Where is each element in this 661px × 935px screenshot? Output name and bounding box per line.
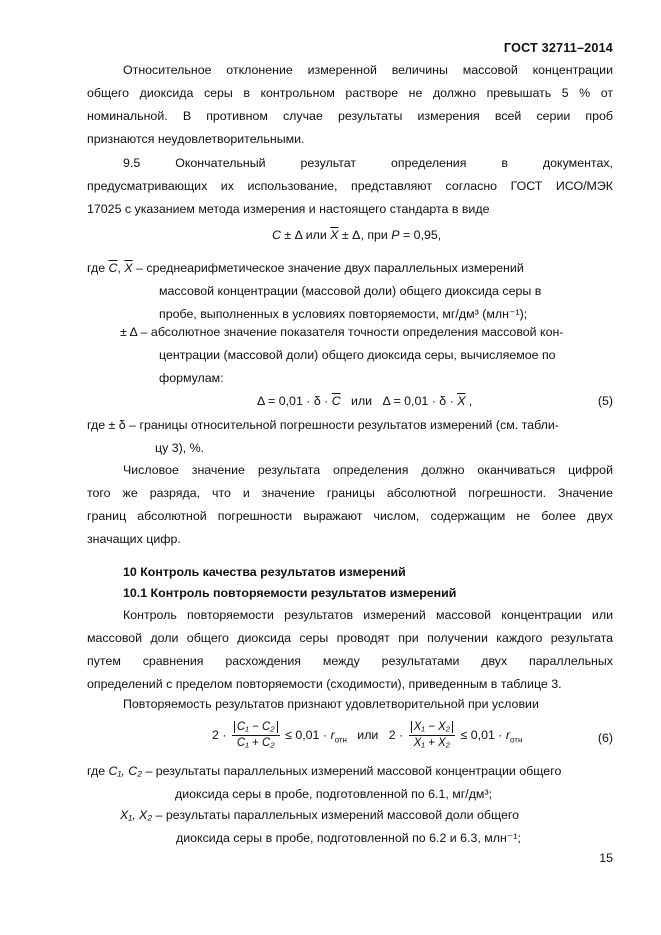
text-line: границ абсолютной погрешности выражают числом, содержащим не более двух <box>87 509 613 523</box>
var-c-mean: $\overline{C}$ <box>108 261 118 275</box>
r-subscript: отн <box>334 735 347 745</box>
formula-6 <box>212 715 522 760</box>
formula-end: , <box>465 394 473 408</box>
formula-result-form <box>272 224 441 247</box>
text-line: того же разряда, что и значение границы абсолютной погрешности. Значение <box>87 486 613 500</box>
definition-relative-error <box>87 414 613 460</box>
paragraph-repeatability-control <box>87 604 613 696</box>
definition-c1-c2 <box>87 760 613 806</box>
text-line: диоксида серы в пробе, подготовленной по 6.1, мг/дм³; <box>175 787 493 801</box>
formula-5 <box>257 390 472 413</box>
paragraph-9-5 <box>87 152 613 221</box>
var-c-mean: $\overline{C}$ <box>331 394 341 408</box>
text-where: где <box>87 261 109 275</box>
text-line: где ± δ – границы относительной погрешности результатов измерений (см. табли- <box>87 418 559 432</box>
denominator-x: X₁ + X₂ <box>413 737 451 750</box>
var-x-mean: $\overline{X}$ <box>124 261 133 275</box>
text-line: цу 3), %. <box>155 441 205 455</box>
text-line: определений с пределом повторяемости (сходимости), приведенным в таблице 3. <box>87 677 562 691</box>
var-r: r <box>505 728 511 742</box>
text-line: 9.5 Окончательный результат определения в документах, <box>123 156 613 170</box>
section-heading-10-1: 10.1 Контроль повторяемости результатов измерений <box>123 586 457 600</box>
paragraph-deviation <box>87 59 613 151</box>
paragraph-numeric-value <box>87 459 613 551</box>
text-line: Относительное отклонение измеренной величины массовой концентрации <box>123 63 613 77</box>
var-p: P <box>391 228 400 242</box>
formula-part: 2 · <box>212 728 230 742</box>
p-value: = 0,95, <box>399 228 442 242</box>
pm-delta: ± Δ <box>338 228 361 242</box>
fraction-x <box>409 720 455 751</box>
definition-means <box>87 257 613 326</box>
or-word: или <box>340 394 383 408</box>
text-line: значащих цифр. <box>87 532 181 546</box>
definition-text: – среднеарифметическое значение двух параллельных измерений <box>132 261 524 275</box>
doc-code-header: ГОСТ 32711–2014 <box>503 41 613 55</box>
definition-x1-x2 <box>120 804 613 850</box>
numerator-c: C₁ − C₂ <box>234 721 278 733</box>
text-line: 17025 с указанием метода измерения и настоящего стандарта в виде <box>87 202 490 216</box>
text-at: , при <box>360 228 392 242</box>
definition-text: – результаты параллельных измерений массовой доли общего <box>152 808 520 822</box>
text-line: пробе, выполненных в условиях повторяемости, мг/дм³ (млн⁻¹); <box>159 307 528 321</box>
text-line: признаются неудовлетворительными. <box>87 132 305 146</box>
formula-part: ≤ 0,01 · <box>457 728 506 742</box>
formula-part: ≤ 0,01 · <box>281 728 331 742</box>
text-where: где <box>87 764 109 778</box>
fraction-c <box>232 720 280 751</box>
separator: , <box>117 261 125 275</box>
text-line: массовой доли общего диоксида серы проводят при получении каждого результата <box>87 631 613 645</box>
r-subscript: отн <box>510 735 523 745</box>
text-line: номинальной. В противном случае результаты измерения всей серии проб <box>87 109 613 123</box>
text-line: общего диоксида серы в контрольном растворе не должно превышать 5 % от <box>87 86 613 100</box>
text-line: формулам: <box>159 371 224 385</box>
text-line: массовой концентрации (массовой доли) общего диоксида серы в <box>159 284 542 298</box>
or-word: или <box>305 228 331 242</box>
numerator-x: X₁ − X₂ <box>411 721 453 733</box>
formula-part: Δ = 0,01 · δ · <box>382 394 458 408</box>
formula-part: 2 · <box>388 728 407 742</box>
text-line: предусматривающих их использование, представляют согласно ГОСТ ИСО/МЭК <box>87 179 613 193</box>
text-line: диоксида серы в пробе, подготовленной по 6.2 и 6.3, млн⁻¹; <box>176 831 521 845</box>
equation-number-5: (5) <box>597 394 613 408</box>
text-line: Числовое значение результата определения должно оканчиваться цифрой <box>123 463 613 477</box>
vars-c1-c2: C₁, C₂ <box>108 764 142 778</box>
page-number: 15 <box>599 851 613 865</box>
text-line: Контроль повторяемости результатов измерений массовой концентрации или <box>123 608 613 622</box>
equation-number-6: (6) <box>597 731 613 745</box>
var-r: r <box>330 728 335 742</box>
denominator-c: C₁ + C₂ <box>236 737 275 750</box>
var-x-mean: $\overline{X}$ <box>457 394 466 408</box>
definition-delta <box>120 321 613 390</box>
var-c: C <box>272 228 281 242</box>
text-line: путем сравнения расхождения между результатами двух параллельных <box>87 654 613 668</box>
formula-part: Δ = 0,01 · δ · <box>257 394 332 408</box>
text-line: ± Δ – абсолютное значение показателя точности определения массовой кон- <box>120 325 564 339</box>
vars-x1-x2: X₁, X₂ <box>120 808 153 822</box>
text-line: центрации (массовой доли) общего диоксида серы, вычисляемое по <box>159 348 556 362</box>
var-x-mean: $\overline{X}$ <box>330 228 339 242</box>
section-heading-10: 10 Контроль качества результатов измерений <box>123 565 406 579</box>
definition-text: – результаты параллельных измерений массовой концентрации общего <box>141 764 562 778</box>
or-word: или <box>346 728 389 742</box>
pm-delta: ± Δ <box>280 228 306 242</box>
paragraph-repeatability-condition: Повторяемость результатов признают удовлетворительной при условии <box>123 697 539 711</box>
